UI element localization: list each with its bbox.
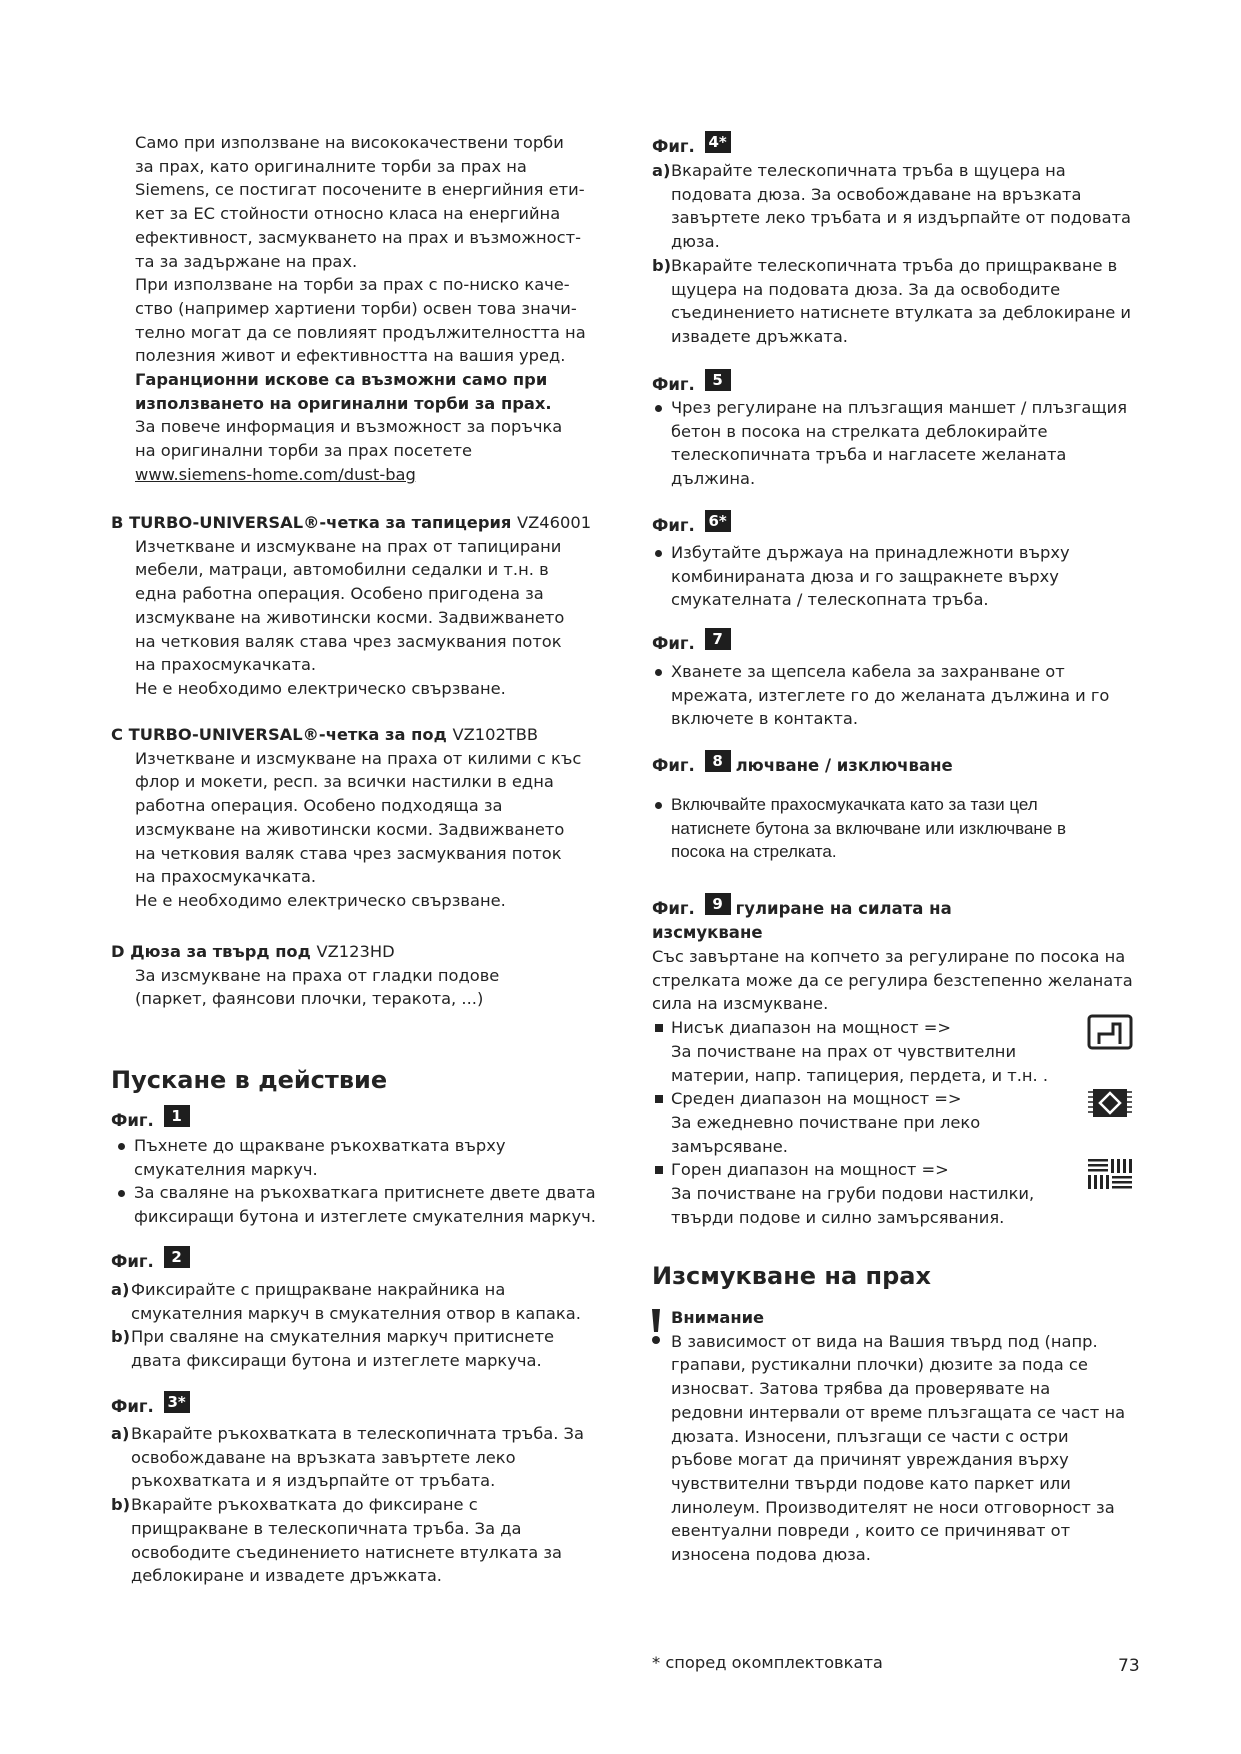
text-line: твърди подове и силно замърсявания. — [671, 1207, 1005, 1227]
warning-title: Внимание — [671, 1308, 765, 1327]
fig-label: Фиг. — [652, 137, 695, 156]
fig-badge: 9 — [705, 893, 731, 915]
warranty-note: използването на оригинални торби за прах. — [135, 393, 552, 413]
text-line: дюза. — [671, 232, 720, 252]
list-item — [115, 1134, 596, 1181]
fig-8-steps — [652, 793, 1066, 864]
text-line: Включвайте прахосмукачката като за тази цел — [671, 795, 1038, 814]
text-line: сила на изсмукване. — [652, 994, 829, 1014]
fig-title: гулиране на силата на — [735, 899, 952, 918]
text-line: щуцера на подовата дюза. За да освободите — [671, 279, 1061, 299]
bullet-icon — [655, 802, 662, 809]
fig-9-heading — [652, 894, 952, 945]
intro-text — [135, 131, 586, 487]
bullet-icon — [655, 669, 662, 676]
text-line: извадете дръжката. — [671, 326, 848, 346]
text-line: завъртете леко тръбата и я издърпайте от подовата — [671, 208, 1132, 228]
text-line: освобождаване на връзката завъртете леко — [131, 1447, 516, 1467]
text-line: грапави, рустикални плочки) дюзите за пода се — [671, 1355, 1088, 1375]
carpet-icon — [1088, 1088, 1132, 1118]
text-lines — [135, 415, 586, 462]
text-lines — [135, 368, 586, 415]
footnote: * според окомплектовката — [652, 1653, 883, 1672]
text-line: Чрез регулиране на плъзгащия маншет / плъзгащия — [671, 398, 1128, 417]
text-line: линолеум. Производителят не носи отговорност за — [671, 1497, 1115, 1517]
text-line: Нисък диапазон на мощност => — [671, 1018, 952, 1038]
text-line: смукателния маркуч в смукателния отвор в капака. — [131, 1303, 581, 1323]
square-bullet-icon — [655, 1095, 663, 1103]
text-lines — [652, 945, 1133, 1016]
fig-2-heading — [111, 1247, 190, 1274]
text-line: на четковия валяк става чрез засмуквания поток — [135, 631, 562, 651]
bullet-icon — [655, 405, 662, 412]
list-item — [652, 1158, 1133, 1229]
text-line: на оригинални торби за прах посетете — [135, 441, 472, 461]
text-line: за прах, като оригиналните торби за прах на — [135, 156, 527, 176]
accessory-name: D Дюза за твърд под — [111, 942, 311, 961]
text-line: включете в контакта. — [671, 709, 858, 729]
text-lines — [652, 1087, 1133, 1158]
fig-label: Фиг. — [652, 516, 695, 535]
accessory-heading — [111, 511, 591, 535]
square-bullet-icon — [655, 1024, 663, 1032]
text-line: изсмукване на животински косми. Задвижването — [135, 819, 565, 839]
text-line: Пъхнете до щракване ръкохватката върху — [134, 1136, 506, 1155]
list-item — [652, 1087, 1133, 1158]
text-lines — [111, 535, 591, 701]
accessory-d — [111, 940, 499, 1011]
text-lines — [135, 131, 586, 273]
text-line: Вкарайте телескопичната тръба до прищракване в — [671, 255, 1118, 275]
fig-1-steps — [115, 1134, 596, 1229]
step-marker: a) — [111, 1424, 130, 1443]
text-line: дюзата. Износени, плъзгащи се части с остри — [671, 1426, 1069, 1446]
fig-label: Фиг. — [652, 375, 695, 394]
list-item — [652, 793, 1066, 864]
text-line: изсмукване на животински косми. Задвижването — [135, 607, 565, 627]
dust-bag-link[interactable]: www.siemens-home.com/dust-bag — [135, 464, 416, 484]
fig-badge: 2 — [164, 1246, 190, 1268]
accessory-heading — [111, 940, 499, 964]
text-line: замърсяване. — [671, 1136, 788, 1156]
square-bullet-icon — [655, 1166, 663, 1174]
text-lines — [111, 1422, 584, 1493]
bullet-icon — [118, 1143, 125, 1150]
text-line: В зависимост от вида на Вашия твърд под (напр. — [671, 1331, 1098, 1351]
fig-label: Фиг. — [652, 899, 695, 918]
text-line: материи, напр. тапицерия, пердета, и т.н. . — [671, 1065, 1049, 1085]
text-line: мрежата, изтеглете го до желаната дължина и го — [671, 685, 1110, 705]
text-line: една работна операция. Особено пригодена за — [135, 584, 544, 604]
list-item — [652, 254, 1131, 349]
list-item — [652, 159, 1131, 254]
text-line: Хванете за щепсела кабела за захранване от — [671, 662, 1065, 681]
text-lines — [111, 747, 581, 913]
text-line: ръкохватката и я издърпайте от тръбата. — [131, 1471, 496, 1491]
step-marker: a) — [652, 161, 671, 180]
fig-7-heading — [652, 629, 731, 656]
text-line: кет за ЕС стойности относно класа на енергийна — [135, 204, 561, 224]
text-lines — [652, 660, 1109, 731]
text-line: евентуални повреди , които се причиняват от — [671, 1521, 1071, 1541]
text-line: фиксиращи бутона и изтеглете смукателния маркуч. — [134, 1207, 596, 1227]
fig-label: Фиг. — [111, 1397, 154, 1416]
text-line: натиснете бутона за включване или изключване в — [671, 818, 1067, 838]
text-line: При използване на торби за прах с по-ниско каче- — [135, 275, 570, 295]
list-item — [652, 660, 1109, 731]
text-lines — [671, 1330, 1125, 1567]
accessory-c — [111, 723, 581, 913]
text-line: (паркет, фаянсови плочки, теракота, ...) — [135, 989, 484, 1009]
text-line: прищракване в телескопичната тръба. За да — [131, 1518, 522, 1538]
text-line: ефективност, засмукването на прах и възможност- — [135, 227, 581, 247]
text-line: За ежедневно почистване при леко — [671, 1112, 981, 1132]
text-lines — [652, 396, 1127, 491]
text-line: телно могат да се повлияят продължителността на — [135, 322, 586, 342]
text-line: на прахосмукачката. — [135, 655, 317, 675]
text-line: съединението натиснете втулката за деблокиране и — [671, 303, 1132, 323]
text-line: За почистване на прах от чувствителни — [671, 1041, 1017, 1061]
text-lines — [135, 273, 586, 368]
fig-5-heading — [652, 370, 731, 397]
text-line: При сваляне на смукателния маркуч притиснете — [131, 1327, 555, 1347]
text-line: работна операция. Особено подходяща за — [135, 796, 503, 816]
list-item — [111, 1325, 581, 1372]
text-line: Не е необходимо електрическо свързване. — [135, 678, 506, 698]
text-line: посока на стрелката. — [671, 842, 837, 862]
text-line: на четковия валяк става чрез засмуквания поток — [135, 843, 562, 863]
text-line: подовата дюза. За освобождаване на връзката — [671, 184, 1082, 204]
text-line: ръбове могат да причинят увреждания върху — [671, 1450, 1069, 1470]
fig-1-heading — [111, 1106, 190, 1133]
text-line: та за задържане на прах. — [135, 251, 358, 271]
fig-badge: 7 — [705, 628, 731, 650]
text-line: Горен диапазон на мощност => — [671, 1160, 949, 1180]
list-item — [652, 1016, 1133, 1087]
fig-badge: 5 — [705, 369, 731, 391]
text-line: За повече информация и възможност за поръчка — [135, 417, 563, 437]
accessory-model: VZ46001 — [517, 513, 592, 532]
text-line: Само при използване на висококачествени торби — [135, 133, 564, 152]
fig-title: лючване / изключване — [735, 756, 953, 775]
fig-label: Фиг. — [111, 1252, 154, 1271]
text-line: За изсмукване на праха от гладки подове — [135, 965, 500, 985]
text-line: редовни интервали от време плъзгащата се част на — [671, 1402, 1126, 1422]
fig-4-steps — [652, 159, 1131, 349]
text-lines — [652, 159, 1131, 254]
fig-6-steps — [652, 541, 1070, 612]
accessory-name: C TURBO-UNIVERSAL®-четка за под — [111, 725, 447, 744]
fig-5-steps — [652, 396, 1127, 491]
text-line: флор и мокети, респ. за всички настилки в една — [135, 772, 554, 792]
fig-badge: 8 — [705, 750, 731, 772]
text-line: Вкарайте ръкохватката до фиксиране с — [131, 1495, 478, 1515]
list-item — [111, 1422, 584, 1493]
fig-6-heading — [652, 511, 731, 538]
accessory-model: VZ102TBB — [452, 725, 539, 744]
text-line: износват. Затова трябва да проверявате на — [671, 1379, 1051, 1399]
text-lines — [652, 793, 1066, 864]
fig-8-heading — [652, 751, 953, 778]
text-lines — [652, 1016, 1133, 1087]
text-line: на прахосмукачката. — [135, 867, 317, 887]
text-line: полезния живот и ефективността на вашия уред. — [135, 346, 566, 366]
text-lines — [115, 1181, 596, 1228]
text-line: освободите съединението натиснете втулката за — [131, 1542, 562, 1562]
text-line: бетон в посока на стрелката деблокирайте — [671, 421, 1048, 441]
text-line: стрелката може да се регулира безстепенно желаната — [652, 970, 1133, 990]
text-line: дължина. — [671, 469, 756, 489]
text-lines — [111, 1325, 581, 1372]
text-lines — [115, 1134, 596, 1181]
warning-icon — [650, 1308, 662, 1346]
step-marker: b) — [111, 1495, 131, 1515]
fig-badge: 1 — [164, 1105, 190, 1127]
step-marker: a) — [111, 1280, 130, 1299]
fig-7-steps — [652, 660, 1109, 731]
text-line: износена подова дюза. — [671, 1545, 871, 1565]
fig-3-heading — [111, 1392, 190, 1419]
warning-block — [671, 1306, 1125, 1567]
text-line: Среден диапазон на мощност => — [671, 1089, 962, 1109]
fig-label: Фиг. — [652, 756, 695, 775]
upholstery-icon — [1087, 1014, 1133, 1050]
accessory-name: B TURBO-UNIVERSAL®-четка за тапицерия — [111, 513, 512, 532]
text-line: Избутайте държауа на принадлежноти върху — [671, 543, 1070, 562]
text-line: Не е необходимо електрическо свързване. — [135, 890, 506, 910]
text-line: телескопичната тръба и нагласете желаната — [671, 445, 1067, 465]
list-item — [111, 1493, 584, 1588]
list-item — [111, 1278, 581, 1325]
text-line: смукателната / телескопната тръба. — [671, 590, 989, 610]
fig-label: Фиг. — [111, 1111, 154, 1130]
fig-badge: 6* — [705, 510, 731, 532]
list-item — [652, 541, 1070, 612]
text-lines — [652, 254, 1131, 349]
fig-title: изсмукване — [652, 923, 763, 942]
text-line: Изчеткване и изсмукване на прах от тапицирани — [135, 536, 562, 556]
text-lines — [111, 1278, 581, 1325]
text-lines — [652, 541, 1070, 612]
list-item — [652, 396, 1127, 491]
list-item — [115, 1181, 596, 1228]
accessory-model: VZ123HD — [316, 942, 395, 961]
text-lines — [111, 1493, 584, 1588]
text-line: Със завъртане на копчето за регулиране по посока на — [652, 947, 1126, 966]
text-line: ство (например хартиени торби) освен това значи- — [135, 298, 577, 318]
fig-label: Фиг. — [652, 634, 695, 653]
warranty-note: Гаранционни искове са възможни само при — [135, 370, 548, 390]
text-line: мебели, матраци, автомобилни седалки и т.н. в — [135, 560, 549, 580]
fig-badge: 4* — [705, 131, 731, 153]
accessory-heading — [111, 723, 581, 747]
text-line: Вкарайте телескопичната тръба в щуцера на — [671, 161, 1066, 180]
fig-badge: 3* — [164, 1391, 190, 1413]
text-line: комбинираната дюза и го защракнете върху — [671, 566, 1059, 586]
text-line: Изчеткване и изсмукване на праха от килими с къс — [135, 748, 582, 768]
hard-floor-icon — [1088, 1158, 1132, 1190]
text-line: Siemens, се постигат посочените в енергийния ети- — [135, 180, 585, 200]
fig-4-heading — [652, 132, 731, 159]
text-line: Фиксирайте с прищракване накрайника на — [131, 1280, 506, 1299]
text-line: двата фиксиращи бутона и изтеглете маркуча. — [131, 1351, 542, 1371]
section-heading-startup: Пускане в действие — [111, 1066, 388, 1094]
text-line: чувствителни твърди подове като паркет или — [671, 1473, 1071, 1493]
text-lines — [652, 1158, 1133, 1229]
text-line: деблокиране и извадете дръжката. — [131, 1566, 442, 1586]
text-line: За сваляне на ръкохваткага притиснете двете двата — [134, 1183, 596, 1203]
text-line: смукателния маркуч. — [134, 1159, 318, 1179]
accessory-b — [111, 511, 591, 701]
page-number: 73 — [1118, 1656, 1140, 1676]
suction-power-text — [652, 945, 1133, 1229]
step-marker: b) — [111, 1327, 131, 1347]
fig-2-steps — [111, 1278, 581, 1373]
section-heading-vacuuming: Изсмукване на прах — [652, 1262, 931, 1290]
fig-3-steps — [111, 1422, 584, 1588]
text-lines — [111, 964, 499, 1011]
text-line: За почистване на груби подови настилки, — [671, 1184, 1035, 1204]
step-marker: b) — [652, 255, 672, 275]
bullet-icon — [655, 550, 662, 557]
text-line: Вкарайте ръкохватката в телескопичната тръба. За — [131, 1424, 584, 1443]
